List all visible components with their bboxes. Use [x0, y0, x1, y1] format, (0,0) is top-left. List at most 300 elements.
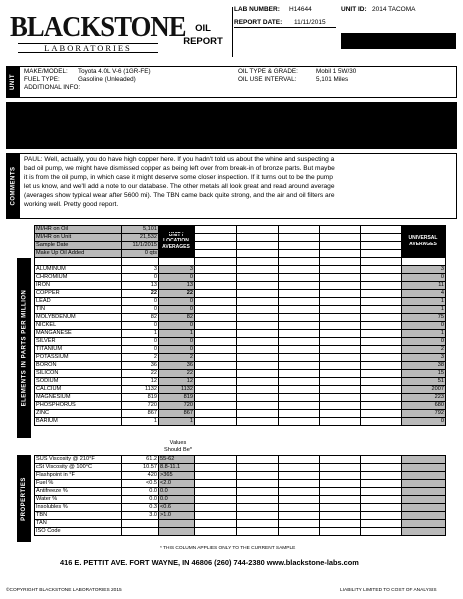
blank-cell [195, 480, 237, 488]
blank-cell [402, 234, 446, 242]
oil-type-label: OIL TYPE & GRADE: [238, 68, 298, 75]
blank-cell [361, 370, 402, 378]
element-universal-average: 0 [402, 322, 446, 330]
info-row [35, 234, 446, 242]
comments-tab: COMMENTS [6, 153, 20, 219]
element-name: MANGANESE [35, 330, 122, 338]
blank-cell [279, 456, 320, 464]
blank-cell [195, 242, 237, 250]
blank-cell [402, 464, 446, 472]
property-row [35, 496, 446, 504]
element-universal-average: 792 [402, 410, 446, 418]
element-name: PHOSPHORUS [35, 402, 122, 410]
blank-cell [195, 290, 237, 298]
element-row [35, 298, 446, 306]
blank-cell [279, 242, 320, 250]
blank-cell [279, 378, 320, 386]
should-be-header [160, 440, 196, 454]
blank-cell [402, 250, 446, 258]
blank-cell [320, 512, 361, 520]
info-value: 0 qts [122, 250, 159, 258]
blank-cell [320, 330, 361, 338]
element-unit-average: 22 [159, 290, 195, 298]
element-unit-average: 13 [159, 282, 195, 290]
blank-cell [320, 472, 361, 480]
blank-cell [279, 290, 320, 298]
element-name: BARIUM [35, 418, 122, 426]
blank-cell [195, 504, 237, 512]
comments-text [24, 156, 456, 209]
comment-line: working well. Pretty good report. [24, 200, 119, 208]
property-value: 0.0 [122, 496, 159, 504]
report-date-label: REPORT DATE: [234, 19, 283, 26]
element-name: MAGNESIUM [35, 394, 122, 402]
element-value: 36 [122, 362, 159, 370]
element-row [35, 290, 446, 298]
blank-cell [195, 250, 237, 258]
element-row [35, 306, 446, 314]
blank-cell [279, 338, 320, 346]
blank-cell [195, 314, 237, 322]
element-value: 22 [122, 370, 159, 378]
blank-cell [237, 362, 279, 370]
blank-cell [320, 226, 361, 234]
blank-cell [195, 234, 237, 242]
blank-cell [195, 456, 237, 464]
logo-subtitle: LABORATORIES [18, 43, 158, 53]
blank-cell [402, 512, 446, 520]
blank-cell [279, 488, 320, 496]
analysis-table [34, 225, 446, 426]
property-row [35, 488, 446, 496]
blank-cell [361, 480, 402, 488]
blank-cell [320, 354, 361, 362]
blank-cell [361, 226, 402, 234]
element-name: CALCIUM [35, 386, 122, 394]
blank-cell [195, 386, 237, 394]
blank-cell [195, 362, 237, 370]
unit-location-averages-header: UNIT / LOCATION AVERAGES [158, 225, 194, 257]
element-name: TIN [35, 306, 122, 314]
blank-cell [320, 402, 361, 410]
blank-cell [195, 274, 237, 282]
property-name: Antifreeze % [35, 488, 122, 496]
element-name: SODIUM [35, 378, 122, 386]
blank-cell [320, 274, 361, 282]
blank-cell [195, 226, 237, 234]
element-name: POTASSIUM [35, 354, 122, 362]
property-value [122, 528, 159, 536]
element-universal-average: 2 [402, 346, 446, 354]
info-label: MI/HR on Oil [35, 226, 122, 234]
blank-cell [237, 386, 279, 394]
blank-cell [195, 306, 237, 314]
blank-cell [159, 226, 195, 234]
unit-id-label: UNIT ID: [341, 6, 367, 13]
element-value: 22 [122, 290, 159, 298]
blank-cell [159, 258, 195, 266]
blank-cell [361, 402, 402, 410]
blank-cell [320, 496, 361, 504]
element-name: ALUMINUM [35, 266, 122, 274]
blank-cell [237, 346, 279, 354]
property-value: 61.2 [122, 456, 159, 464]
blank-cell [195, 402, 237, 410]
blank-cell [320, 520, 361, 528]
blank-cell [279, 386, 320, 394]
info-value: 11/1/2015 [122, 242, 159, 250]
element-value: 2 [122, 354, 159, 362]
blank-cell [361, 394, 402, 402]
blank-cell [195, 488, 237, 496]
element-unit-average: 22 [159, 370, 195, 378]
property-row [35, 504, 446, 512]
element-unit-average: 0 [159, 298, 195, 306]
blank-cell [237, 370, 279, 378]
blank-cell [279, 394, 320, 402]
blank-cell [237, 226, 279, 234]
element-name: BORON [35, 362, 122, 370]
blank-cell [320, 282, 361, 290]
blank-cell [320, 306, 361, 314]
blank-cell [237, 504, 279, 512]
blank-cell [279, 520, 320, 528]
report-date-value: 11/11/2015 [294, 19, 326, 26]
blank-cell [237, 250, 279, 258]
blank-cell [279, 322, 320, 330]
element-unit-average: 1 [159, 330, 195, 338]
blank-cell [237, 472, 279, 480]
blank-cell [237, 418, 279, 426]
redacted-block-header [341, 33, 456, 49]
element-unit-average: 0 [159, 322, 195, 330]
property-value: <0.5 [122, 480, 159, 488]
property-value: 10.57 [122, 464, 159, 472]
should-be-header-line-1: Values [169, 440, 187, 446]
blank-cell [361, 456, 402, 464]
fuel-type-label: FUEL TYPE: [24, 76, 60, 83]
blank-cell [237, 354, 279, 362]
blank-cell [279, 496, 320, 504]
blank-cell [402, 480, 446, 488]
element-unit-average: 12 [159, 378, 195, 386]
info-row [35, 242, 446, 250]
element-universal-average: 75 [402, 314, 446, 322]
blank-cell [320, 322, 361, 330]
blank-cell [361, 472, 402, 480]
blank-cell [237, 338, 279, 346]
comment-line: let us know, and we'll add a note to our database. The other metals all look great and read around average [24, 182, 335, 190]
blank-cell [279, 346, 320, 354]
header-divider [232, 7, 233, 57]
property-name: SUS Viscosity @ 210°F [35, 456, 122, 464]
blank-cell [320, 338, 361, 346]
blank-cell [320, 250, 361, 258]
blank-cell [361, 354, 402, 362]
blank-cell [279, 464, 320, 472]
property-row [35, 480, 446, 488]
blank-cell [320, 418, 361, 426]
should-be-footnote: * THIS COLUMN APPLIES ONLY TO THE CURRENT SAMPLE [160, 546, 296, 551]
blank-cell [279, 314, 320, 322]
blank-cell [195, 512, 237, 520]
element-row [35, 378, 446, 386]
element-name: MOLYBDENUM [35, 314, 122, 322]
blank-cell [361, 496, 402, 504]
blank-cell [279, 528, 320, 536]
info-row [35, 250, 446, 258]
blank-cell [320, 266, 361, 274]
blank-cell [402, 496, 446, 504]
redacted-band [6, 102, 457, 149]
blank-cell [279, 418, 320, 426]
property-name: TAN [35, 520, 122, 528]
element-universal-average: 1 [402, 330, 446, 338]
blank-cell [237, 242, 279, 250]
element-name: SILVER [35, 338, 122, 346]
blank-cell [195, 370, 237, 378]
element-row [35, 362, 446, 370]
info-label: MI/HR on Unit [35, 234, 122, 242]
blank-cell [320, 290, 361, 298]
element-row [35, 338, 446, 346]
element-row [35, 322, 446, 330]
blank-cell [237, 282, 279, 290]
element-row [35, 354, 446, 362]
blank-cell [195, 298, 237, 306]
blank-cell [237, 512, 279, 520]
property-name: ISO Code [35, 528, 122, 536]
blank-cell [402, 258, 446, 266]
element-unit-average: 3 [159, 266, 195, 274]
info-value: 5,101 [122, 226, 159, 234]
element-universal-average: 0 [402, 274, 446, 282]
blank-cell [195, 346, 237, 354]
blank-cell [361, 290, 402, 298]
blank-cell [195, 472, 237, 480]
element-universal-average: 3 [402, 354, 446, 362]
blank-cell [361, 274, 402, 282]
blank-cell [279, 258, 320, 266]
element-name: COPPER [35, 290, 122, 298]
blank-cell [320, 456, 361, 464]
blank-cell [320, 346, 361, 354]
blank-cell [320, 370, 361, 378]
blank-cell [195, 520, 237, 528]
blank-cell [195, 410, 237, 418]
blank-cell [361, 314, 402, 322]
blank-cell [279, 250, 320, 258]
blank-cell [122, 258, 159, 266]
element-unit-average: 82 [159, 314, 195, 322]
blank-cell [320, 504, 361, 512]
blank-cell [361, 250, 402, 258]
property-value [122, 520, 159, 528]
property-value: 3.0 [122, 512, 159, 520]
property-should-be: 0.0 [159, 496, 195, 504]
blank-cell [195, 528, 237, 536]
element-value: 0 [122, 306, 159, 314]
blank-cell [195, 354, 237, 362]
element-name: TITANIUM [35, 346, 122, 354]
blank-cell [320, 464, 361, 472]
blank-cell [320, 258, 361, 266]
property-row [35, 464, 446, 472]
blank-cell [237, 528, 279, 536]
element-value: 3 [122, 266, 159, 274]
blank-cell [361, 322, 402, 330]
blank-cell [320, 488, 361, 496]
blank-cell [195, 282, 237, 290]
property-should-be: 8.8-11.1 [159, 464, 195, 472]
element-value: 819 [122, 394, 159, 402]
spacer-row [35, 258, 446, 266]
logo-wordmark: BLACKSTONE [10, 11, 186, 43]
fuel-type-value: Gasoline (Unleaded) [78, 76, 136, 83]
lab-number-label: LAB NUMBER: [234, 6, 280, 13]
info-row [35, 226, 446, 234]
blank-cell [159, 234, 195, 242]
oil-interval-value: 5,101 Miles [316, 76, 349, 83]
blank-cell [237, 488, 279, 496]
element-unit-average: 819 [159, 394, 195, 402]
blank-cell [361, 362, 402, 370]
blank-cell [361, 418, 402, 426]
element-universal-average: 15 [402, 370, 446, 378]
element-universal-average: 51 [402, 378, 446, 386]
element-row [35, 402, 446, 410]
blank-cell [361, 504, 402, 512]
element-value: 82 [122, 314, 159, 322]
blank-cell [361, 242, 402, 250]
oil-interval-label: OIL USE INTERVAL: [238, 76, 297, 83]
blank-cell [195, 418, 237, 426]
comment-line: PAUL: Well, actually, you do have high copper here. If you hadn't told us about the whine and suspecting a [24, 156, 335, 163]
property-name: cSt Viscosity @ 100°C [35, 464, 122, 472]
blank-cell [237, 456, 279, 464]
element-unit-average: 0 [159, 346, 195, 354]
blank-cell [279, 306, 320, 314]
element-row [35, 282, 446, 290]
element-universal-average: 38 [402, 362, 446, 370]
blank-cell [195, 258, 237, 266]
properties-table [34, 455, 446, 536]
element-value: 0 [122, 274, 159, 282]
property-row [35, 512, 446, 520]
report-title-line-2: REPORT [183, 36, 223, 47]
lab-number-value: H14644 [289, 6, 312, 13]
blank-cell [279, 512, 320, 520]
blank-cell [279, 234, 320, 242]
blank-cell [279, 226, 320, 234]
blank-cell [159, 250, 195, 258]
info-value: 21,532 [122, 234, 159, 242]
element-row [35, 346, 446, 354]
blank-cell [402, 226, 446, 234]
make-model-label: MAKE/MODEL: [24, 68, 68, 75]
element-universal-average: 680 [402, 402, 446, 410]
blank-cell [402, 472, 446, 480]
blank-cell [279, 402, 320, 410]
blank-cell [320, 394, 361, 402]
blank-cell [237, 314, 279, 322]
blank-cell [320, 528, 361, 536]
blank-cell [237, 394, 279, 402]
element-row [35, 418, 446, 426]
property-should-be: <0.6 [159, 504, 195, 512]
blank-cell [279, 330, 320, 338]
property-name: Insolubles % [35, 504, 122, 512]
element-value: 1 [122, 330, 159, 338]
element-unit-average: 36 [159, 362, 195, 370]
element-universal-average: 3 [402, 266, 446, 274]
element-universal-average: 1 [402, 306, 446, 314]
blank-cell [237, 266, 279, 274]
element-value: 13 [122, 282, 159, 290]
blank-cell [195, 266, 237, 274]
blank-cell [279, 480, 320, 488]
element-universal-average: 4 [402, 290, 446, 298]
property-value: 0.0 [122, 488, 159, 496]
blank-cell [402, 488, 446, 496]
report-title [168, 22, 238, 48]
property-should-be: 0.0 [159, 488, 195, 496]
blank-cell [237, 298, 279, 306]
element-universal-average: 11 [402, 282, 446, 290]
blank-cell [361, 346, 402, 354]
blank-cell [402, 520, 446, 528]
blank-cell [237, 258, 279, 266]
blank-cell [320, 242, 361, 250]
property-name: TBN [35, 512, 122, 520]
element-unit-average: 0 [159, 274, 195, 282]
blank-cell [361, 512, 402, 520]
blank-cell [279, 370, 320, 378]
comment-line: bad oil pump, we might have dismissed copper as being left over from break-in of bronze parts. But maybe [24, 164, 335, 172]
element-row [35, 410, 446, 418]
blank-cell [320, 410, 361, 418]
property-should-be: >365 [159, 472, 195, 480]
element-row [35, 314, 446, 322]
element-value: 0 [122, 338, 159, 346]
element-universal-average: 223 [402, 394, 446, 402]
property-row [35, 472, 446, 480]
element-unit-average: 0 [159, 338, 195, 346]
report-title-line-1: OIL [195, 23, 211, 34]
element-value: 0 [122, 322, 159, 330]
blank-cell [237, 306, 279, 314]
universal-averages-header: UNIVERSAL AVERAGES [401, 225, 445, 257]
property-should-be: >1.0 [159, 512, 195, 520]
blank-cell [35, 258, 122, 266]
blank-cell [237, 322, 279, 330]
blank-cell [402, 528, 446, 536]
element-row [35, 274, 446, 282]
element-value: 867 [122, 410, 159, 418]
blank-cell [361, 528, 402, 536]
report-date-underline [234, 27, 336, 28]
footer-address: 416 E. PETTIT AVE. FORT WAYNE, IN 46806 (260) 744-2380 www.blackstone-labs.com [60, 558, 359, 567]
unit-id-value: 2014 TACOMA [372, 6, 416, 13]
liability-notice: LIABILITY LIMITED TO COST OF ANALYSIS [340, 588, 437, 593]
element-name: SILICON [35, 370, 122, 378]
blank-cell [361, 378, 402, 386]
blank-cell [195, 394, 237, 402]
element-value: 1 [122, 418, 159, 426]
blank-cell [237, 290, 279, 298]
element-universal-average: 0 [402, 418, 446, 426]
blank-cell [279, 362, 320, 370]
